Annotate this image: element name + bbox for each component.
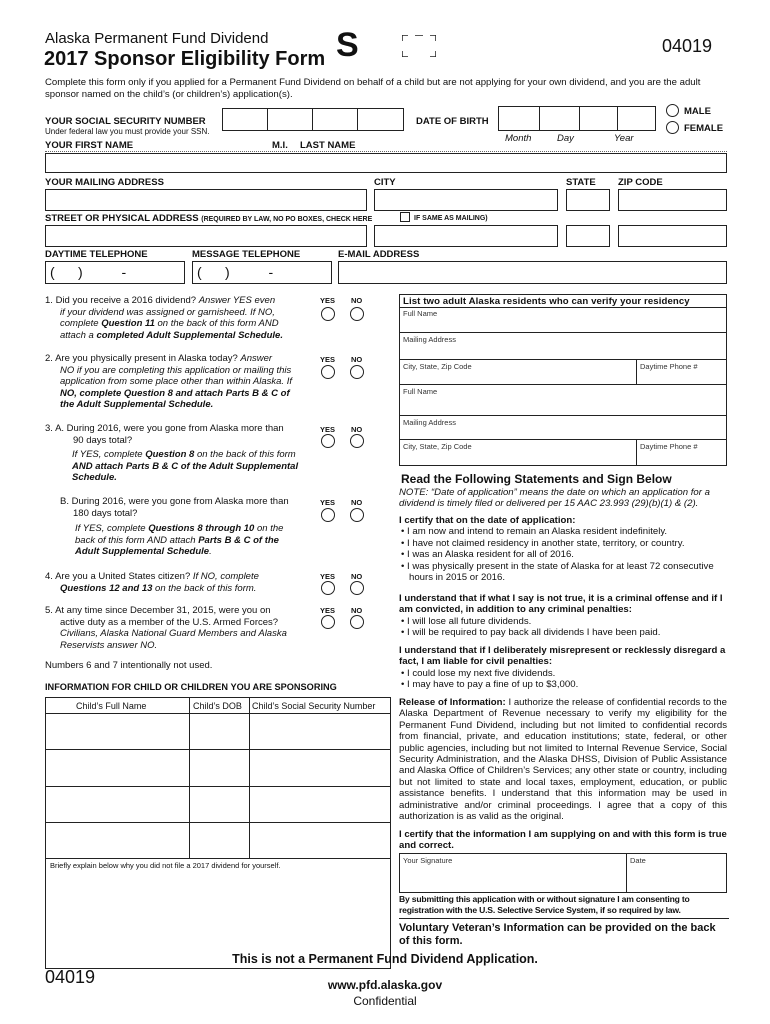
q3b-yes-radio[interactable] <box>321 508 335 522</box>
msg-phone-input[interactable]: ( ) - <box>192 261 332 284</box>
email-label: E-MAIL ADDRESS <box>338 249 420 260</box>
street-city-input[interactable] <box>374 225 558 247</box>
mailing-label: YOUR MAILING ADDRESS <box>45 177 164 188</box>
resident-1-mailing-label: Mailing Address <box>403 335 456 344</box>
date-label: Date <box>630 856 646 865</box>
zip-input[interactable] <box>618 189 727 211</box>
q3b-yes-label: YES <box>320 498 336 507</box>
question-4: 4. Are you a United States citizen? If NO, complete Questions 12 and 13 on the back of this form. <box>45 571 259 594</box>
q5-no-radio[interactable] <box>350 615 364 629</box>
day-phone-input[interactable]: ( ) - <box>45 261 185 284</box>
dob-label: DATE OF BIRTH <box>416 116 489 127</box>
certify-item: • I was physically present in the state of Alaska for at least 72 consecutive hours in 2015 or 2016. <box>401 560 714 584</box>
q4-no-radio[interactable] <box>350 581 364 595</box>
child-name-cells[interactable] <box>46 713 188 859</box>
question-2: 2. Are you physically present in Alaska today? Answer NO if you are completing this application or mailing this application from some place other than within Alaska. If NO, complete Question 8 and attach Parts B & C of the Adult Supplemental Schedule. <box>45 353 292 410</box>
q2-no-label: NO <box>351 355 363 364</box>
resident-2-phone-label: Daytime Phone # <box>640 442 698 451</box>
q1-no-radio[interactable] <box>350 307 364 321</box>
resident-2-city-label: City, State, Zip Code <box>403 442 472 451</box>
same-as-mailing-label: IF SAME AS MAILING) <box>414 215 488 222</box>
msg-phone-label: MESSAGE TELEPHONE <box>192 249 301 260</box>
col-child-dob: Child’s DOB <box>193 701 242 711</box>
criminal-item: • I will be required to pay back all dividends I have been paid. <box>401 627 661 639</box>
form-number: 04019 <box>662 36 713 56</box>
civil-section: I understand that if I deliberately misrepresent or recklessly disregard a fact, I am liable for civil penalties: • I could lose my next five dividends. • I may have to pay a fine of up to $3,000. <box>399 645 726 691</box>
criminal-section: I understand that if what I say is not true, it is a criminal offense and if I am convicted, in addition to any criminal penalties: • I will lose all future dividends. • I will be required to pay back all dividends I have been paid. <box>399 593 727 639</box>
explain-label: Briefly explain below why you did not file a 2017 dividend for yourself. <box>50 861 281 870</box>
certify-item: • I am now and intend to remain an Alaska resident indefinitely. <box>401 526 668 538</box>
q3a-yes-radio[interactable] <box>321 434 335 448</box>
children-heading: INFORMATION FOR CHILD OR CHILDREN YOU ARE SPONSORING <box>45 682 337 692</box>
resident-2-mailing-label: Mailing Address <box>403 418 456 427</box>
q5-yes-label: YES <box>320 606 336 615</box>
day-phone-label: DAYTIME TELEPHONE <box>45 249 148 260</box>
male-radio[interactable] <box>666 104 679 117</box>
selective-service-note: By submitting this application with or without signature I am consenting to registration with the U.S. Selective Service System, if so required by law. <box>399 894 690 915</box>
resident-2-name-label: Full Name <box>403 387 438 396</box>
state-label: STATE <box>566 177 596 188</box>
q5-no-label: NO <box>351 606 363 615</box>
veteran-note: Voluntary Veteran’s Information can be provided on the back of this form. <box>399 922 716 947</box>
q3a-no-label: NO <box>351 425 363 434</box>
questions-6-7-note: Numbers 6 and 7 intentionally not used. <box>45 660 213 671</box>
q2-yes-radio[interactable] <box>321 365 335 379</box>
zip-label: ZIP CODE <box>618 177 663 188</box>
confidential-label: Confidential <box>353 994 417 1008</box>
question-5: 5. At any time since December 31, 2015, were you on active duty as a member of the U.S. Armed Forces? Civilians, Alaska National Guard Members and Alaska Reservists answer NO. <box>45 605 287 651</box>
street-zip-input[interactable] <box>618 225 727 247</box>
q3a-yes-label: YES <box>320 425 336 434</box>
signature-input[interactable] <box>400 866 624 892</box>
certify-section: I certify that on the date of application: • I am now and intend to remain an Alaska resident indefinitely. • I have not claimed residency in another state, territory, or country. • I was an Alaska resident for all of 2016. • I was physically present in the state of Alaska for at least 72 consecutive hours in 2015 or 2016. <box>399 515 727 583</box>
q1-yes-radio[interactable] <box>321 307 335 321</box>
name-input[interactable] <box>45 153 727 173</box>
certify-final: I certify that the information I am supplying on and with this form is true and correct. <box>399 829 727 852</box>
signature-label: Your Signature <box>403 856 453 865</box>
city-label: CITY <box>374 177 396 188</box>
statements-note: NOTE: “Date of application” means the date on which an application for a dividend is timely filed or delivered per 15 AAC 23.993 (29)(b)(1) & (2). <box>399 487 710 510</box>
form-letter: S <box>336 26 359 64</box>
female-label: FEMALE <box>684 123 724 134</box>
q5-yes-radio[interactable] <box>321 615 335 629</box>
question-3b-instructions: If YES, complete Questions 8 through 10 on the back of this form AND attach Parts B & C of the Adult Supplemental Schedule. <box>75 523 284 557</box>
criminal-item: • I will lose all future dividends. <box>401 615 532 627</box>
street-address-input[interactable] <box>45 225 367 247</box>
dob-day-label: Day <box>557 133 574 144</box>
residents-table <box>399 294 727 466</box>
corner-mark-icon <box>402 35 436 57</box>
divider <box>45 151 727 152</box>
state-input[interactable] <box>566 189 610 211</box>
q4-yes-label: YES <box>320 572 336 581</box>
page-title: 2017 Sponsor Eligibility Form <box>44 48 326 70</box>
ssn-input[interactable] <box>222 108 404 131</box>
resident-1-city-label: City, State, Zip Code <box>403 362 472 371</box>
question-1: 1. Did you receive a 2016 dividend? Answer YES even if your dividend was assigned or garnisheed. If NO, complete Question 11 on the back of this form AND attach a completed Adult Supplemental Schedule. <box>45 295 283 341</box>
ssn-label: YOUR SOCIAL SECURITY NUMBER <box>45 116 206 127</box>
q2-yes-label: YES <box>320 355 336 364</box>
ssn-note: Under federal law you must provide your SSN. <box>45 127 210 136</box>
email-input[interactable] <box>338 261 727 284</box>
city-input[interactable] <box>374 189 558 211</box>
q1-yes-label: YES <box>320 296 336 305</box>
question-3b: B. During 2016, were you gone from Alaska more than 180 days total? <box>60 496 289 519</box>
mi-label: M.I. <box>272 140 288 151</box>
dob-year-label: Year <box>614 133 634 144</box>
question-3a: 3. A. During 2016, were you gone from Alaska more than 90 days total? <box>45 423 284 446</box>
male-label: MALE <box>684 106 711 117</box>
not-application-note: This is not a Permanent Fund Dividend Application. <box>232 952 538 966</box>
date-input[interactable] <box>627 866 726 892</box>
resident-1-phone-label: Daytime Phone # <box>640 362 698 371</box>
q3b-no-label: NO <box>351 498 363 507</box>
q4-yes-radio[interactable] <box>321 581 335 595</box>
statements-heading: Read the Following Statements and Sign Below <box>401 472 672 486</box>
q1-no-label: NO <box>351 296 363 305</box>
question-3a-instructions: If YES, complete Question 8 on the back of this form AND attach Parts B & C of the Adult Supplemental Schedule. <box>72 449 299 483</box>
civil-item: • I may have to pay a fine of up to $3,000. <box>401 679 579 691</box>
col-child-ssn: Child’s Social Security Number <box>252 701 376 711</box>
dob-input[interactable] <box>498 106 656 131</box>
agency-name: Alaska Permanent Fund Dividend <box>45 30 269 47</box>
certify-item: • I have not claimed residency in another state, territory, or country. <box>401 537 685 549</box>
residents-heading: List two adult Alaska residents who can verify your residency <box>403 296 690 307</box>
release-section: Release of Information: I authorize the release of confidential records to the Alaska Department of Revenue necessary to verify my eligibility for the Permanent Fund Dividend, including but not limited to confidential records from financial, private, and education institutions; state, federal, or other public agencies, including but not limited to Internal Revenue Service, Social Security Administration, and the Alaska DHSS, Division of Public Assistance and Alaska Office of Children’s Services; any other state or country, including but not limited to state and local taxes, employment, education, or public assistance benefits. I understand that this information may be used in administrative and/or criminal proceedings. I agree that a copy of this authorization is as valid as the original. <box>399 697 727 823</box>
col-child-name: Child’s Full Name <box>76 701 147 711</box>
q3a-no-radio[interactable] <box>350 434 364 448</box>
intro-text: Complete this form only if you applied for a Permanent Fund Dividend on behalf of a child but are not applying for your own dividend, and you are the adult sponsor named on the child’s (or children’s) application(s). <box>45 77 701 100</box>
female-radio[interactable] <box>666 121 679 134</box>
mailing-address-input[interactable] <box>45 189 367 211</box>
first-name-label: YOUR FIRST NAME <box>45 140 134 151</box>
footer-form-number: 04019 <box>45 967 96 987</box>
dob-month-label: Month <box>505 133 532 144</box>
civil-item: • I could lose my next five dividends. <box>401 667 556 679</box>
divider <box>399 918 729 919</box>
last-name-label: LAST NAME <box>300 140 356 151</box>
street-state-input[interactable] <box>566 225 610 247</box>
resident-1-name-label: Full Name <box>403 309 438 318</box>
certify-item: • I was an Alaska resident for all of 2016. <box>401 549 574 561</box>
q2-no-radio[interactable] <box>350 365 364 379</box>
street-label: STREET OR PHYSICAL ADDRESS (REQUIRED BY LAW, NO PO BOXES, CHECK HERE <box>45 213 373 224</box>
same-as-mailing-checkbox[interactable] <box>400 212 410 222</box>
q4-no-label: NO <box>351 572 363 581</box>
q3b-no-radio[interactable] <box>350 508 364 522</box>
website-link[interactable]: www.pfd.alaska.gov <box>327 978 443 992</box>
